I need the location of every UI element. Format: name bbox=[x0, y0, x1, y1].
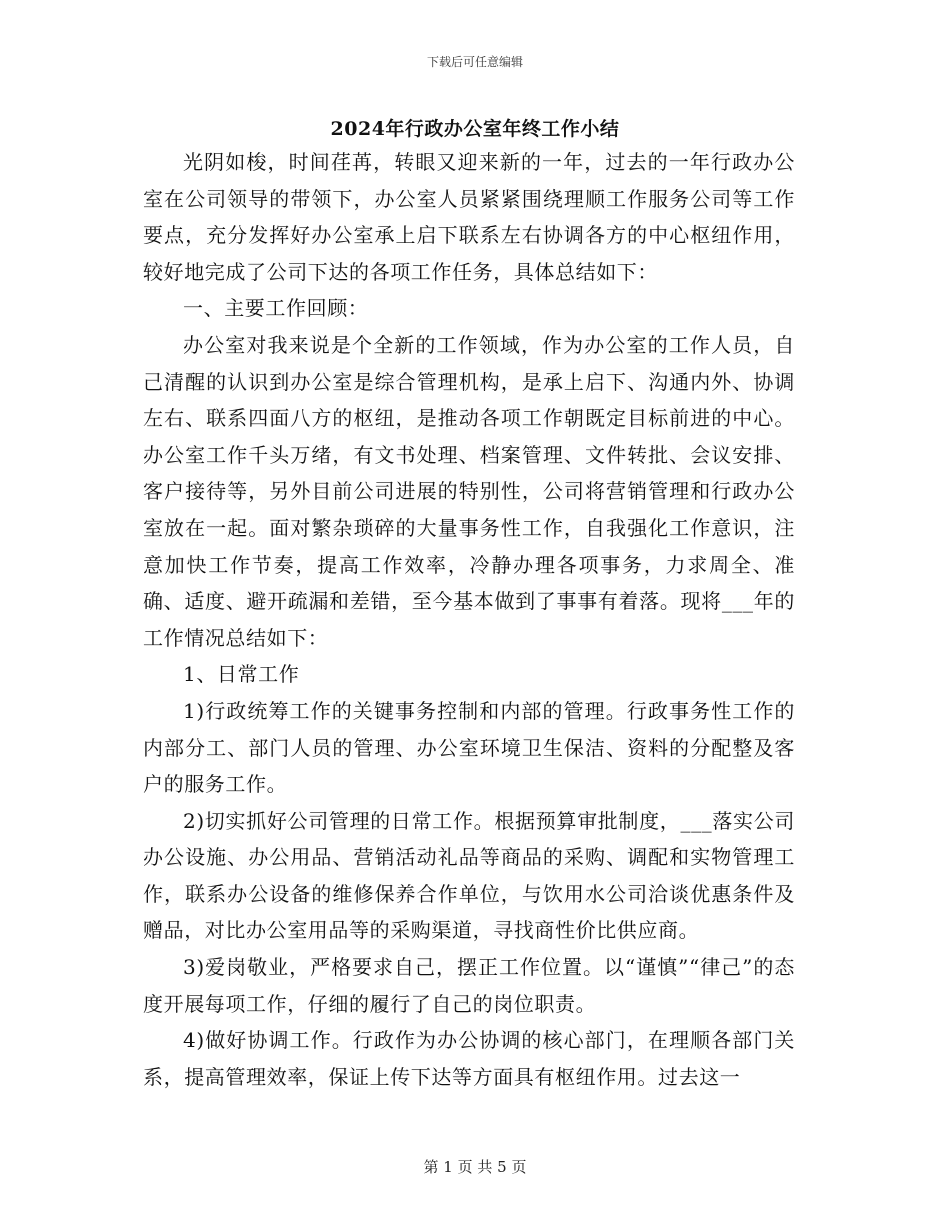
paragraph-intro: 光阴如梭，时间荏苒，转眼又迎来新的一年，过去的一年行政办公室在公司领导的带领下，办公室人员紧紧围绕理顺工作服务公司等工作要点，充分发挥好办公室承上启下联系左右协调各方的中心枢纽作用，较好地完成了公司下达的各项工作任务，具体总结如下： bbox=[143, 150, 795, 284]
section-heading: 一、主要工作回顾： bbox=[183, 296, 369, 321]
page-header: 下载后可任意编辑 bbox=[426, 55, 523, 69]
document-title: 2024年行政办公室年终工作小结 bbox=[330, 118, 620, 140]
list-item: 3)爱岗敬业，严格要求自己，摆正工作位置。以“谨慎”“律己”的态度开展每项工作，仔细的履行了自己的岗位职责。 bbox=[143, 955, 795, 1016]
subsection-heading: 1、日常工作 bbox=[183, 662, 300, 687]
paragraph: 办公室对我来说是个全新的工作领域，作为办公室的工作人员，自己清醒的认识到办公室是综合管理机构，是承上启下、沟通内外、协调左右、联系四面八方的枢纽，是推动各项工作朝既定目标前进的中心。办公室工作千头万绪，有文书处理、档案管理、文件转批、会议安排、客户接待等，另外目前公司进展的特别性，公司将营销管理和行政办公室放在一起。面对繁杂琐碎的大量事务性工作，自我强化工作意识，注意加快工作节奏，提高工作效率，冷静办理各项事务，力求周全、准确、适度、避开疏漏和差错，至今基本做到了事事有着落。现将___年的工作情况总结如下： bbox=[143, 332, 795, 650]
page-number: 第 1 页 共 5 页 bbox=[423, 1158, 527, 1176]
document-body bbox=[143, 144, 795, 1095]
list-item: 1)行政统筹工作的关键事务控制和内部的管理。行政事务性工作的内部分工、部门人员的管理、办公室环境卫生保洁、资料的分配整及客户的服务工作。 bbox=[143, 698, 795, 797]
list-item: 4)做好协调工作。行政作为办公协调的核心部门，在理顺各部门关系，提高管理效率，保证上传下达等方面具有枢纽作用。过去这一 bbox=[143, 1028, 795, 1089]
list-item: 2)切实抓好公司管理的日常工作。根据预算审批制度，___落实公司办公设施、办公用品、营销活动礼品等商品的采购、调配和实物管理工作，联系办公设备的维修保养合作单位，与饮用水公司洽谈优惠条件及赠品，对比办公室用品等的采购渠道，寻找商性价比供应商。 bbox=[143, 808, 795, 943]
